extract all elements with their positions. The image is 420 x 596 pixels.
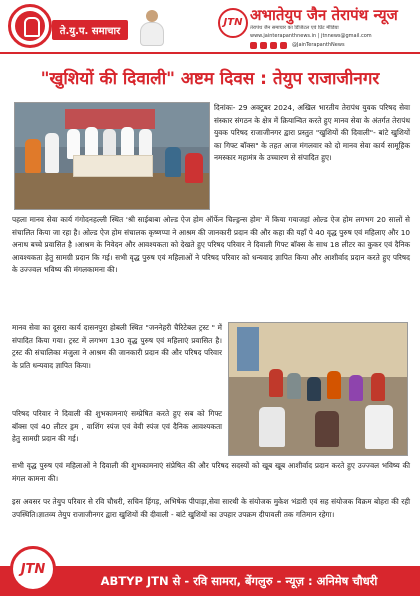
article-intro: दिनांकः- 29 अक्टूबर 2024, अखिल भारतीय तेरापंथ युवक परिषद सेवा संस्कार संगठन के क्षेत्र में क्रियान्वित करते हुए मानव सेवा के अंतर्गत तेरापंथ युवक परिषद राजाजीनगर द्वारा प्रस्तुत "खुशियों की दिवाली"- बांटे खुशियों का गिफ्ट बॉक्स" के तहत आज मंगलवार को दो मानव सेवा कार्य सामूहिक नमस्कार महामंत्र के उच्चारण से संपादित हुए। bbox=[214, 103, 410, 163]
article-paragraph-5: इस अवसर पर तेयुप परिवार से रवि चौधरी, सचिन हिंगड़, अभिषेक पीपाड़ा,सेवा सारथी के संयोजक मुकेश भंडारी एवं सह संयोजक विक्रम बोहरा की रही उपस्थिति।ज्ञातव्य तेयुप राजाजीनगर द्वारा खुशियों की दीवाली - बांटे खुशियों का उपहार उपक्रम दीपावली तक गतिमान रहेगा। bbox=[12, 497, 410, 519]
masthead-title: अभातेयुप जैन तेरापंथ न्यूज bbox=[250, 6, 398, 24]
article-paragraph-3: परिषद परिवार ने दिवाली की शुभकामनाएं सम्प्रेषित करते हुए सब को गिफ्ट बॉक्स एवं 40 लीटर ड्रम , वाशिंग स्पंज एवं वेवी स्पंज एवं दैनिक आवश्यकता हेतु सामग्री प्रदान की गई। bbox=[12, 409, 222, 444]
footer-credit: ABTYP JTN से - रवि सामरा, बेंगलुरु - न्यूज़ : अनिमेष चौधरी bbox=[100, 573, 378, 588]
social-links bbox=[250, 40, 345, 50]
instagram-icon bbox=[270, 42, 277, 49]
article-headline: "खुशियों की दिवाली" अष्टम दिवस : तेयुप राजाजीनगर bbox=[40, 69, 380, 89]
jtn-footer-logo-icon bbox=[10, 546, 56, 592]
facebook-icon bbox=[250, 42, 257, 49]
event-photo-2 bbox=[228, 322, 408, 456]
youtube-icon bbox=[280, 42, 287, 49]
header-divider bbox=[0, 52, 420, 54]
masthead-subtitle: तेरापंथ जैन समाचार का डिजिटल एवं प्रिंट मीडिया bbox=[250, 25, 339, 31]
masthead-website: www.jainterapanthnews.in | jtnnews@gmail.com bbox=[250, 33, 372, 39]
social-handle: @JainTerapanthNews bbox=[292, 42, 345, 48]
masthead bbox=[0, 0, 420, 56]
section-tag: ते.यु.प. समाचार bbox=[52, 20, 128, 40]
twitter-icon bbox=[260, 42, 267, 49]
footer-logo-text: JTN bbox=[20, 561, 46, 577]
terapanth-logo-icon bbox=[8, 4, 52, 48]
article-paragraph-4: सभी वृद्ध पुरुष एवं महिलाओं ने दिवाली की शुभकामनाएं संप्रेषित की और परिषद सदस्यों को खूब खूब आशीर्वाद प्रदान करते हुए उज्ज्वल भविष्य की मंगल कामना की। bbox=[12, 461, 410, 483]
article-paragraph-2: मानव सेवा का दूसरा कार्य दासनपुरा होबली स्थित "जननेहरी चैरिटेबल ट्रस्ट " में संपादित किया गया। ट्रस्ट में लगभग 130 वृद्ध पुरुष एवं महिलाएं प्रवासित है। ट्रस्ट की संचालिका मंजुला ने आश्रम की जानकारी प्रदान की और परिषद परिवार के प्रति धन्यवाद ज्ञापित किया। bbox=[12, 323, 222, 370]
guru-portrait-icon bbox=[138, 8, 166, 48]
jtn-logo-icon: JTN bbox=[218, 8, 248, 40]
event-photo-1 bbox=[14, 102, 210, 210]
article-paragraph-1: पहला मानव सेवा कार्य गंगोदनहल्ली स्थित 'श्री साईबाबा ओल्ड ऐज होम ऑर्फेन चिल्ड्रन्स होम' में किया गयाजहां ओल्ड ऐज होम लगभग 20 सालों से संचालित किया जा रहा है। ओल्ड ऐज होम संचालक कृष्णप्पा ने आश्रम की जानकारी प्रदान की और कहा की यहाँ पे 40 वृद्ध पुरुष एवं महिलाए और 10 अनाथ बच्चे प्रवासित है ।आश्रम के निवेदन और आवश्यकता को देखते हुए परिषद परिवार ने दिवाली गिफ्ट बॉक्स के साथ 18 लीटर का कुकर एवं दैनिक आवश्यकता हेतु सामग्री प्रदान कि गई। सभी वृद्ध पुरुष एवं महिलाओं ने परिषद परिवार को धन्यवाद ज्ञापित किया और आशीर्वाद प्रदान करते हुए परिषद के उज्ज्वल भविष्य की मंगलकामना की। bbox=[12, 215, 410, 275]
